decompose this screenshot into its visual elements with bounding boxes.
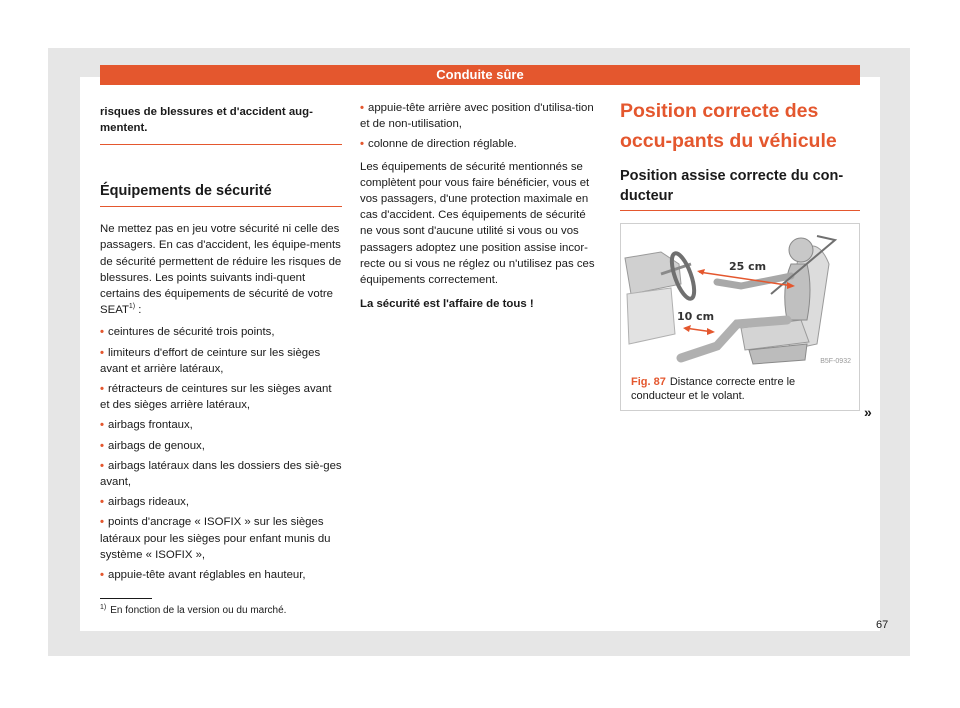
intro-paragraph — [100, 221, 342, 318]
bullet-dot-icon: • — [100, 439, 104, 452]
main-heading: Position correcte des occu-pants du véhicule — [620, 100, 837, 152]
page-number: 67 — [876, 619, 889, 631]
equipment-list-continued — [360, 100, 600, 153]
footnote-divider — [100, 598, 152, 599]
footnote — [100, 605, 286, 616]
chapter-header: Conduite sûre — [100, 65, 860, 85]
equipment-list — [100, 324, 342, 583]
list-item: • limiteurs d'effort de ceinture sur les sièges avant et arrière latéraux, — [100, 346, 321, 375]
figure-caption — [631, 376, 851, 403]
bullet-dot-icon: • — [360, 102, 364, 114]
list-item: • rétracteurs de ceintures sur les sièges avant et des sièges arrière latéraux, — [100, 383, 332, 412]
list-item: • airbags de genoux, — [100, 439, 205, 452]
footnote-ref[interactable]: 1) — [128, 303, 136, 311]
figure-label: Fig. 87 — [631, 376, 666, 388]
sub-heading: Position assise correcte du con-ducteur — [620, 166, 860, 211]
list-item: • appuie-tête arrière avec position d'utilisa-tion et de non-utilisation, — [360, 102, 594, 131]
bullet-dot-icon: • — [100, 459, 104, 472]
list-item: • points d'ancrage « ISOFIX » sur les sièges latéraux pour les sièges pour enfant munis du système « ISOFIX », — [100, 516, 331, 561]
bullet-dot-icon: • — [100, 516, 104, 529]
safety-slogan: La sécurité est l'affaire de tous ! — [360, 298, 534, 311]
column-right — [620, 100, 860, 411]
column-middle — [360, 100, 600, 312]
list-item: • ceintures de sécurité trois points, — [100, 326, 275, 339]
bullet-dot-icon: • — [100, 326, 104, 339]
bullet-dot-icon: • — [100, 496, 104, 509]
dimension-knee: 10 cm — [677, 310, 715, 323]
driver-seating-illustration — [621, 224, 859, 370]
bullet-dot-icon: • — [100, 346, 104, 359]
bullet-dot-icon: • — [100, 383, 104, 396]
list-item: • airbags latéraux dans les dossiers des siè-ges avant, — [100, 459, 342, 489]
continue-arrow-icon[interactable]: » — [864, 404, 872, 420]
list-item: • appuie-tête avant réglables en hauteur, — [100, 569, 306, 582]
section-title: Équipements de sécurité — [100, 183, 342, 207]
column-left — [100, 100, 342, 583]
figure-87 — [620, 223, 860, 411]
dimension-chest: 25 cm — [729, 260, 767, 273]
intro-end: : — [135, 304, 142, 317]
list-item: • airbags rideaux, — [100, 496, 190, 509]
bullet-dot-icon: • — [100, 419, 104, 432]
bullet-dot-icon: • — [100, 569, 104, 582]
figure-code: B5F-0932 — [820, 358, 851, 365]
intro-text: Ne mettez pas en jeu votre sécurité ni celle des passagers. En cas d'accident, les équipe-ments de sécurité permettent de réduire les risques de blessures. Les points suivants indi-quent certains des équipements de sécurité de votre SEAT — [100, 223, 342, 317]
footnote-number: 1) — [100, 603, 107, 611]
list-item: • airbags frontaux, — [100, 419, 193, 432]
safety-paragraph: Les équipements de sécurité mentionnés se complètent pour vous faire bénéficier, vous et vos passagers, d'une protection maximale en cas d'accident. Ces équipements de sécurité ne vous sont d'aucune utilité si vous ou vos passagers adoptez une position assise incor-recte ou si vous ne réglez ou n'utilisez pas ces équipements correctement. — [360, 160, 595, 287]
list-item: • colonne de direction réglable. — [360, 138, 517, 151]
footnote-text: En fonction de la version ou du marché. — [110, 605, 287, 616]
bullet-dot-icon: • — [360, 138, 364, 151]
warning-continuation: risques de blessures et d'accident aug-mentent. — [100, 100, 342, 145]
figure-caption-text: Distance correcte entre le conducteur et le volant. — [631, 376, 796, 402]
